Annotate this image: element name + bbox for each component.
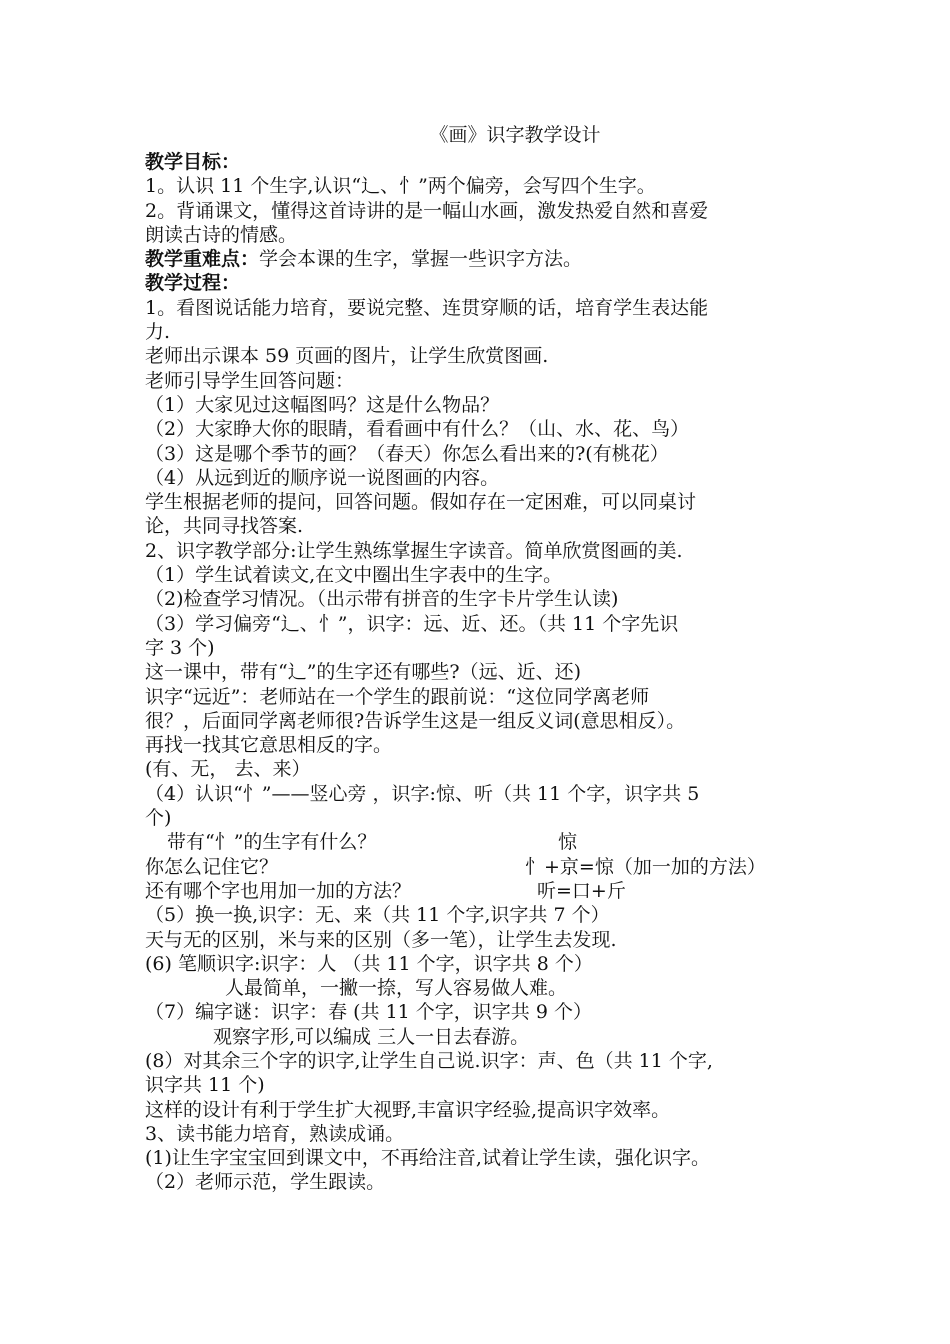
split-right: 听=口+斤 xyxy=(537,879,626,902)
text-line: （2）老师示范，学生跟读。 xyxy=(145,1171,386,1194)
text-line: 老师出示课本 59 页画的图片，让学生欣赏图画. xyxy=(145,345,549,368)
goal-line-3: 朗读古诗的情感。 xyxy=(145,223,298,246)
text-line: （2）大家睁大你的眼睛，看看画中有什么？（山、水、花、鸟） xyxy=(145,418,690,441)
text-line: （2)检查学习情况。（出示带有拼音的生字卡片学生认读) xyxy=(145,588,619,611)
text-line: 天与无的区别，米与来的区别（多一笔），让学生去发现. xyxy=(145,928,617,951)
text-line: （4）从远到近的顺序说一说图画的内容。 xyxy=(145,466,500,489)
text-line: 论，共同寻找答案. xyxy=(145,515,304,538)
text-line: 识字共 11 个) xyxy=(145,1074,265,1097)
text-line: 字 3 个) xyxy=(145,636,215,659)
document-page xyxy=(145,122,825,1195)
split-row xyxy=(145,855,825,879)
text-line: （7）编字谜：识字：春 (共 11 个字，识字共 9 个） xyxy=(145,1001,592,1024)
key-label: 教学重难点： xyxy=(145,248,260,271)
text-line: 观察字形,可以编成 三人一日去春游。 xyxy=(213,1025,530,1048)
text-line: 人最简单，一撇一捺，写人容易做人难。 xyxy=(225,977,568,1000)
split-left: 还有哪个字也用加一加的方法？ xyxy=(145,879,412,902)
text-line: （1）大家见过这幅图吗？这是什么物品？ xyxy=(145,393,500,416)
goal-line-2: 2。背诵课文，懂得这首诗讲的是一幅山水画，激发热爱自然和喜爱 xyxy=(145,199,709,222)
text-line: (8）对其余三个字的识字,让学生自己说.识字：声、色（共 11 个字, xyxy=(145,1049,713,1072)
text-line: (1)让生字宝宝回到课文中，不再给注音,试着让学生读，强化识字。 xyxy=(145,1147,710,1170)
text-line: （3）这是哪个季节的画？（春天）你怎么看出来的?(有桃花） xyxy=(145,442,669,465)
text-line: （4）认识“忄”——竖心旁 ，识字:惊、听（共 11 个字，识字共 5 xyxy=(145,782,700,805)
text-line: 2、识字教学部分:让学生熟练掌握生字读音。简单欣赏图画的美. xyxy=(145,539,683,562)
text-line: 个) xyxy=(145,807,172,830)
text-line: （3）学习偏旁“辶、忄”，识字：远、近、还。（共 11 个字先识 xyxy=(145,612,679,635)
split-right: 忄+京=惊（加一加的方法） xyxy=(525,855,766,878)
text-line: （5）换一换,识字：无、来（共 11 个字,识字共 7 个） xyxy=(145,904,610,927)
text-line: 这样的设计有利于学生扩大视野,丰富识字经验,提高识字效率。 xyxy=(145,1098,671,1121)
goals-heading: 教学目标： xyxy=(145,151,241,173)
split-right: 惊 xyxy=(558,831,578,854)
text-line: （1）学生试着读文,在文中圈出生字表中的生字。 xyxy=(145,564,563,587)
split-left: 带有“忄”的生字有什么？ xyxy=(167,831,377,854)
text-line: 老师引导学生回答问题： xyxy=(145,369,355,392)
goal-line-1: 1。认识 11 个生字,认识“辶、忄”两个偏旁，会写四个生字。 xyxy=(145,175,656,198)
text-line: 力. xyxy=(145,321,171,344)
text-line: 识字“远近”：老师站在一个学生的跟前说：“这位同学离老师 xyxy=(145,685,650,708)
text-line: 再找一找其它意思相反的字。 xyxy=(145,734,393,757)
text-line: 学生根据老师的提问，回答问题。假如存在一定困难，可以同桌讨 xyxy=(145,491,697,514)
split-left: 你怎么记住它？ xyxy=(145,855,279,878)
text-line: 很？，后面同学离老师很?告诉学生这是一组反义词(意思相反）。 xyxy=(145,709,686,732)
split-row xyxy=(145,879,825,903)
document-title: 《画》识字教学设计 xyxy=(429,124,601,146)
text-line: 1。看图说话能力培育，要说完整、连贯穿顺的话，培育学生表达能 xyxy=(145,296,709,319)
text-line: 3、读书能力培育，熟读成诵。 xyxy=(145,1122,405,1145)
key-points xyxy=(145,247,825,271)
text-line: (6) 笔顺识字:识字：人 （共 11 个字，识字共 8 个） xyxy=(145,952,593,975)
key-text: 学会本课的生字，掌握一些识字方法。 xyxy=(259,248,583,271)
process-heading: 教学过程： xyxy=(145,272,241,295)
split-row xyxy=(145,830,825,854)
text-line: (有、无， 去、来） xyxy=(145,758,311,781)
text-line: 这一课中，带有“辶”的生字还有哪些?（远、近、还) xyxy=(145,661,582,684)
